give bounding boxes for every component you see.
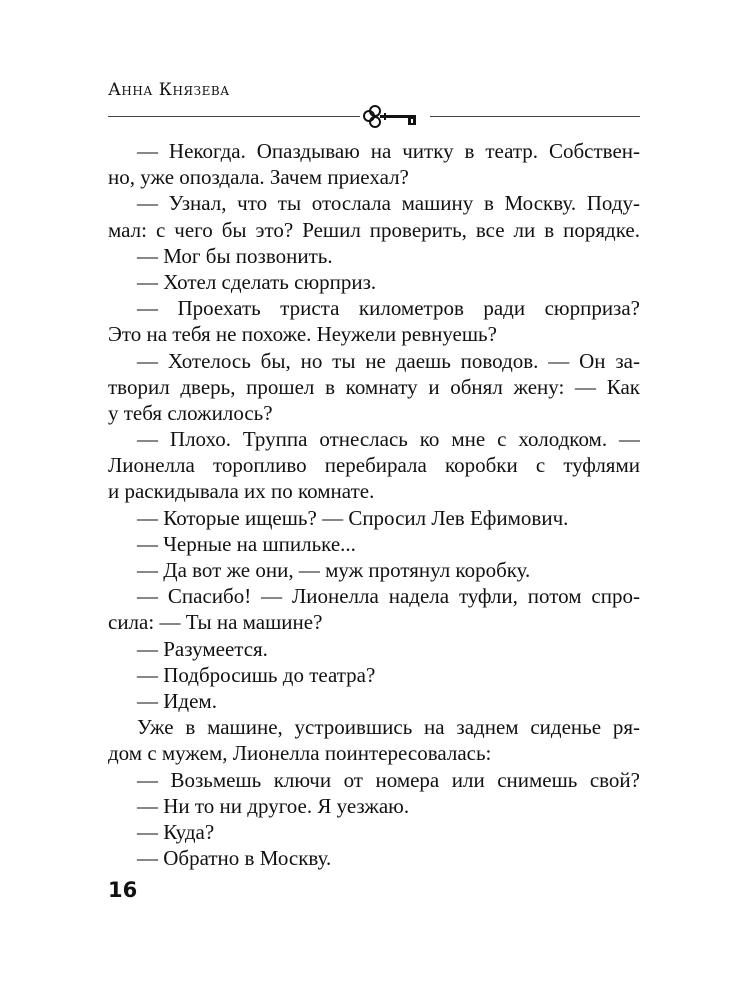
text-line: — Мог бы позвонить. [137,243,333,268]
text-line: — Идем. [137,688,217,713]
text-line: — Плохо. Труппа отнеслась ко мне с холодком. — [137,427,640,452]
text-line: — Которые ищешь? — Спросил Лев Ефимович. [137,505,569,530]
body-text [108,138,640,871]
text-line: — Обратно в Москву. [137,846,332,871]
text-line: Это на тебя не похоже. Неужели ревнуешь? [108,322,497,347]
text-line: Уже в машине, устроившись на заднем сиденье ря- [137,715,640,740]
text-line: — Спасибо! — Лионелла надела туфли, потом спро- [137,584,640,609]
text-line: Лионелла торопливо перебирала коробки с туфлями [108,453,640,478]
text-line: сила: — Ты на машине? [108,610,323,635]
text-line: — Разумеется. [137,636,268,661]
text-line: — Некогда. Опаздываю на читку в театр. Собствен- [137,139,640,163]
running-header-author: Анна Князева [108,80,230,100]
text-line: но, уже опоздала. Зачем приехал? [108,165,409,190]
text-line: творил дверь, прошел в комнату и обнял жену: — Как [108,374,640,399]
key-ornament-icon [360,103,430,131]
text-line: — Проехать триста километров ради сюрприза? [137,296,640,321]
text-line: мал: с чего бы это? Решил проверить, все ли в порядке. [108,217,640,242]
text-line: — Куда? [137,819,215,844]
page-number: 16 [108,878,138,902]
text-line: — Ни то ни другое. Я уезжаю. [137,793,410,818]
text-line: — Хотел сделать сюрприз. [137,269,377,294]
text-line: — Да вот же они, — муж протянул коробку. [137,558,531,582]
text-line: — Черные на шпильке... [137,531,356,556]
text-line: — Хотелось бы, но ты не даешь поводов. — Он за- [137,348,640,373]
text-line: — Узнал, что ты отослала машину в Москву. Поду- [137,191,640,216]
text-line: у тебя сложилось? [108,400,273,425]
text-line: — Возьмешь ключи от номера или снимешь свой? [137,767,640,792]
text-line: — Подбросишь до театра? [137,662,376,687]
text-line: дом с мужем, Лионелла поинтересовалась: [108,741,492,766]
text-line: и раскидывала их по комнате. [108,479,375,504]
